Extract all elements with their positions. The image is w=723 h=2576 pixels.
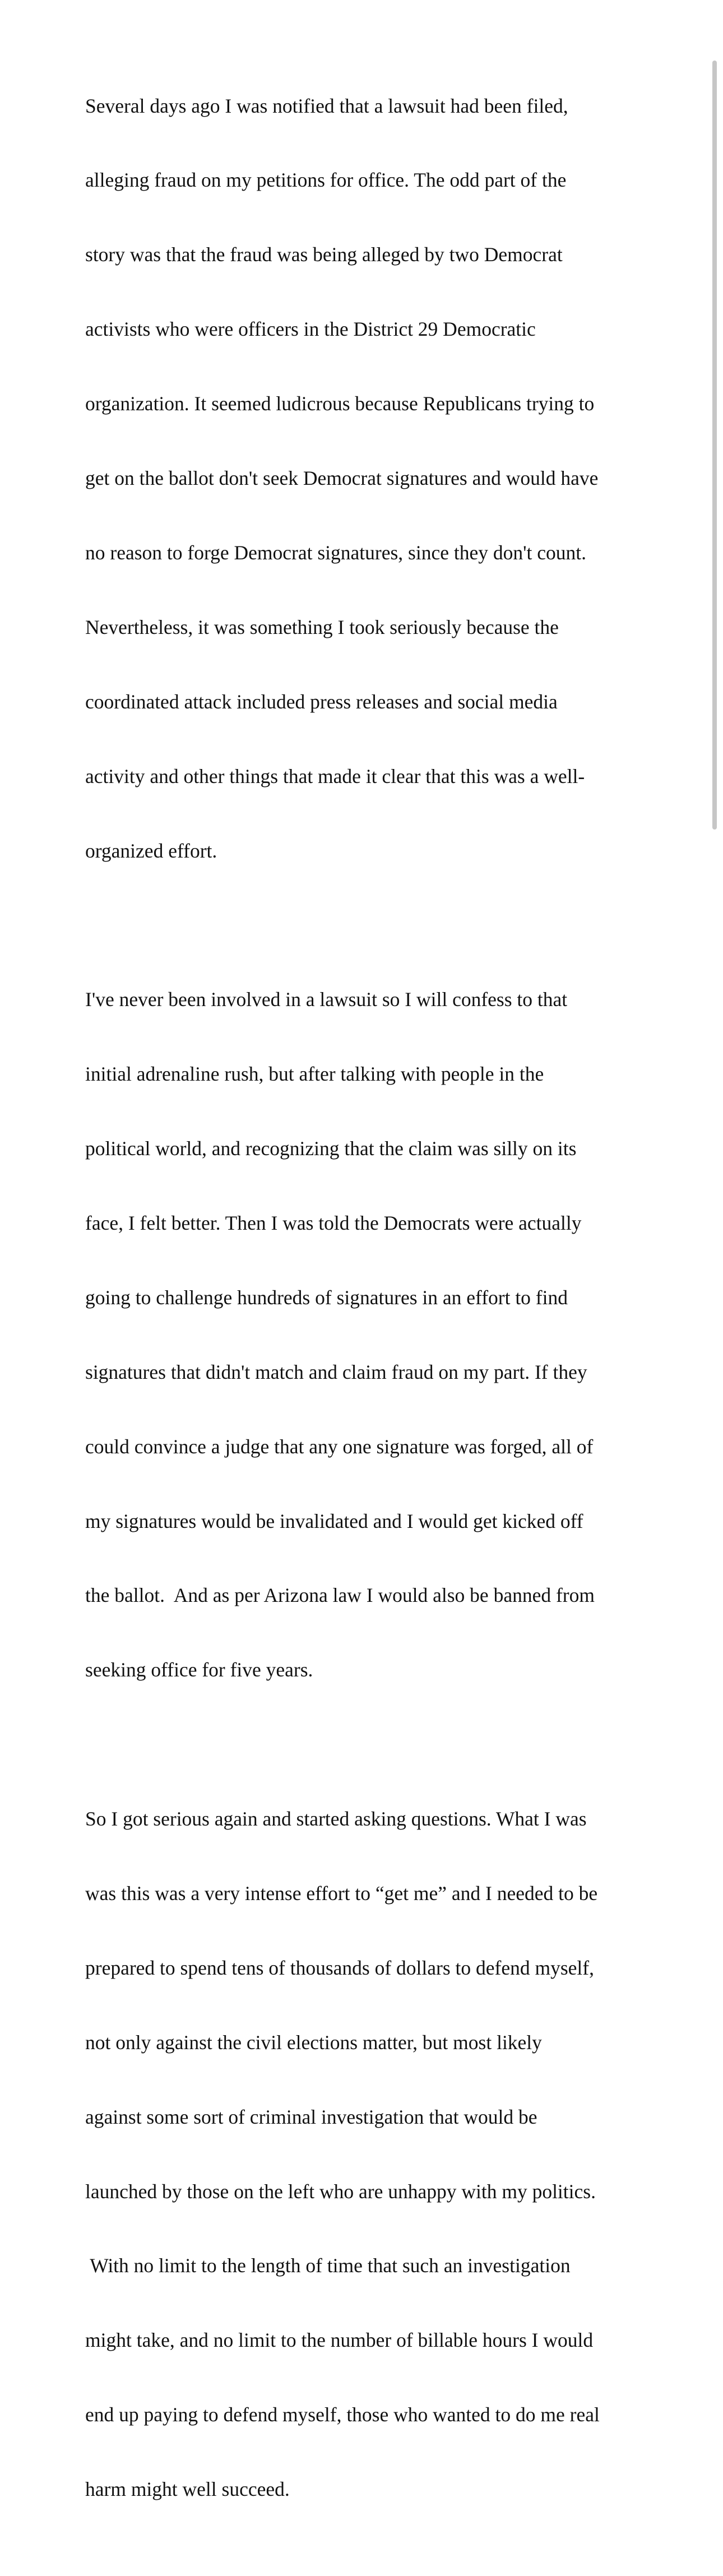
- text-line: the ballot. And as per Arizona law I would also be banned from: [85, 1584, 595, 1607]
- text-line: against some sort of criminal investigation that would be: [85, 2105, 537, 2128]
- text-line: launched by those on the left who are unhappy with my politics.: [85, 2180, 596, 2203]
- text-line: activity and other things that made it clear that this was a well-: [85, 765, 585, 787]
- text-line: signatures that didn't match and claim fraud on my part. If they: [85, 1360, 587, 1383]
- paragraph-3: [85, 1757, 646, 2551]
- text-line: political world, and recognizing that the claim was silly on its: [85, 1137, 577, 1160]
- vertical-scrollbar[interactable]: [711, 61, 719, 834]
- text-line: harm might well succeed.: [85, 2478, 290, 2501]
- text-line: was this was a very intense effort to “get me” and I needed to be: [85, 1882, 598, 1905]
- text-line: could convince a judge that any one signature was forged, all of: [85, 1435, 594, 1458]
- text-line: Several days ago I was notified that a lawsuit had been filed,: [85, 94, 568, 117]
- text-line: story was that the fraud was being alleged by two Democrat: [85, 243, 563, 266]
- text-line: face, I felt better. Then I was told the Democrats were actually: [85, 1211, 582, 1234]
- scrollbar-thumb[interactable]: [712, 61, 717, 830]
- text-line: With no limit to the length of time that such an investigation: [85, 2254, 571, 2277]
- text-line: organized effort.: [85, 839, 217, 862]
- text-line: Nevertheless, it was something I took seriously because the: [85, 615, 559, 638]
- paragraph-2: [85, 938, 646, 1732]
- text-line: no reason to forge Democrat signatures, since they don't count.: [85, 541, 586, 564]
- text-line: alleging fraud on my petitions for office. The odd part of the: [85, 169, 567, 192]
- document-body: [85, 44, 646, 2576]
- text-line: not only against the civil elections matter, but most likely: [85, 2031, 542, 2054]
- text-line: seeking office for five years.: [85, 1658, 313, 1681]
- text-line: I've never been involved in a lawsuit so I will confess to that: [85, 988, 568, 1011]
- text-line: get on the ballot don't seek Democrat signatures and would have: [85, 467, 599, 490]
- text-line: end up paying to defend myself, those who wanted to do me real: [85, 2403, 600, 2426]
- text-line: So I got serious again and started asking questions. What I was: [85, 1808, 587, 1831]
- text-line: prepared to spend tens of thousands of dollars to defend myself,: [85, 1956, 594, 1979]
- text-line: initial adrenaline rush, but after talking with people in the: [85, 1063, 544, 1086]
- text-line: activists who were officers in the District 29 Democratic: [85, 318, 536, 341]
- text-line: organization. It seemed ludicrous because Republicans trying to: [85, 392, 595, 415]
- text-line: my signatures would be invalidated and I would get kicked off: [85, 1509, 583, 1532]
- paragraph-1: [85, 44, 646, 912]
- text-line: coordinated attack included press releases and social media: [85, 690, 558, 713]
- text-line: going to challenge hundreds of signatures in an effort to find: [85, 1286, 568, 1309]
- text-line: might take, and no limit to the number of billable hours I would: [85, 2329, 594, 2352]
